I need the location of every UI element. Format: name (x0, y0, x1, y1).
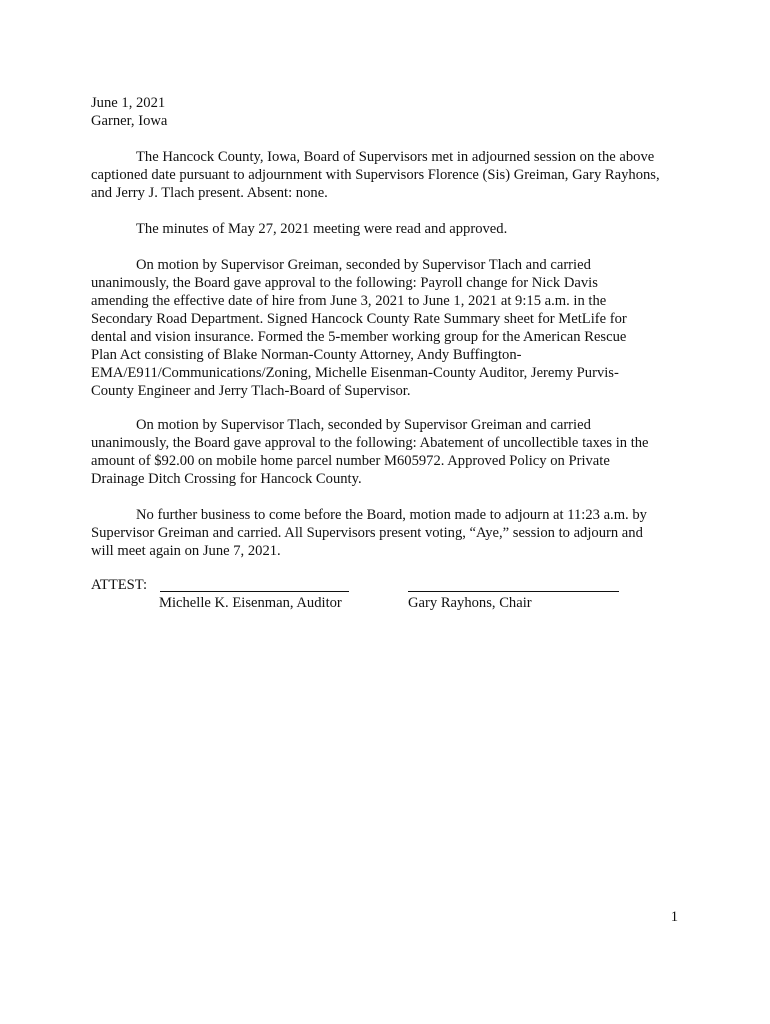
paragraph-line: Secondary Road Department. Signed Hancock County Rate Summary sheet for MetLife for (91, 311, 627, 327)
paragraph-line: unanimously, the Board gave approval to the following: Abatement of uncollectible taxes in the (91, 435, 649, 451)
paragraph-line: Supervisor Greiman and carried. All Supervisors present voting, “Aye,” session to adjourn and (91, 525, 643, 541)
paragraph-line: and Jerry J. Tlach present. Absent: none. (91, 185, 328, 201)
attest-label: ATTEST: (91, 577, 148, 593)
paragraph-line: Plan Act consisting of Blake Norman-County Attorney, Andy Buffington- (91, 347, 522, 363)
chair-name: Gary Rayhons, Chair (408, 595, 532, 611)
auditor-name: Michelle K. Eisenman, Auditor (159, 595, 342, 611)
paragraph-line: amending the effective date of hire from June 3, 2021 to June 1, 2021 at 9:15 a.m. in the (91, 293, 607, 309)
paragraph-line: No further business to come before the Board, motion made to adjourn at 11:23 a.m. by (136, 507, 647, 523)
chair-signature-line (408, 591, 619, 592)
paragraph-line: On motion by Supervisor Greiman, seconded by Supervisor Tlach and carried (136, 257, 591, 273)
paragraph-line: dental and vision insurance. Formed the 5-member working group for the American Rescue (91, 329, 627, 345)
paragraph-line: captioned date pursuant to adjournment with Supervisors Florence (Sis) Greiman, Gary Rayhons, (91, 167, 660, 183)
paragraph-line: On motion by Supervisor Tlach, seconded by Supervisor Greiman and carried (136, 417, 591, 433)
paragraph-line: will meet again on June 7, 2021. (91, 543, 281, 559)
document-date: June 1, 2021 (91, 95, 166, 111)
paragraph-line: The minutes of May 27, 2021 meeting were read and approved. (136, 221, 508, 237)
paragraph-line: unanimously, the Board gave approval to the following: Payroll change for Nick Davis (91, 275, 598, 291)
document-location: Garner, Iowa (91, 113, 168, 129)
paragraph-line: The Hancock County, Iowa, Board of Supervisors met in adjourned session on the above (136, 149, 655, 165)
paragraph-line: amount of $92.00 on mobile home parcel number M605972. Approved Policy on Private (91, 453, 610, 469)
paragraph-line: County Engineer and Jerry Tlach-Board of Supervisor. (91, 383, 411, 399)
auditor-signature-line (160, 591, 349, 592)
page-number: 1 (670, 909, 678, 925)
paragraph-line: EMA/E911/Communications/Zoning, Michelle Eisenman-County Auditor, Jeremy Purvis- (91, 365, 619, 381)
paragraph-line: Drainage Ditch Crossing for Hancock County. (91, 471, 362, 487)
